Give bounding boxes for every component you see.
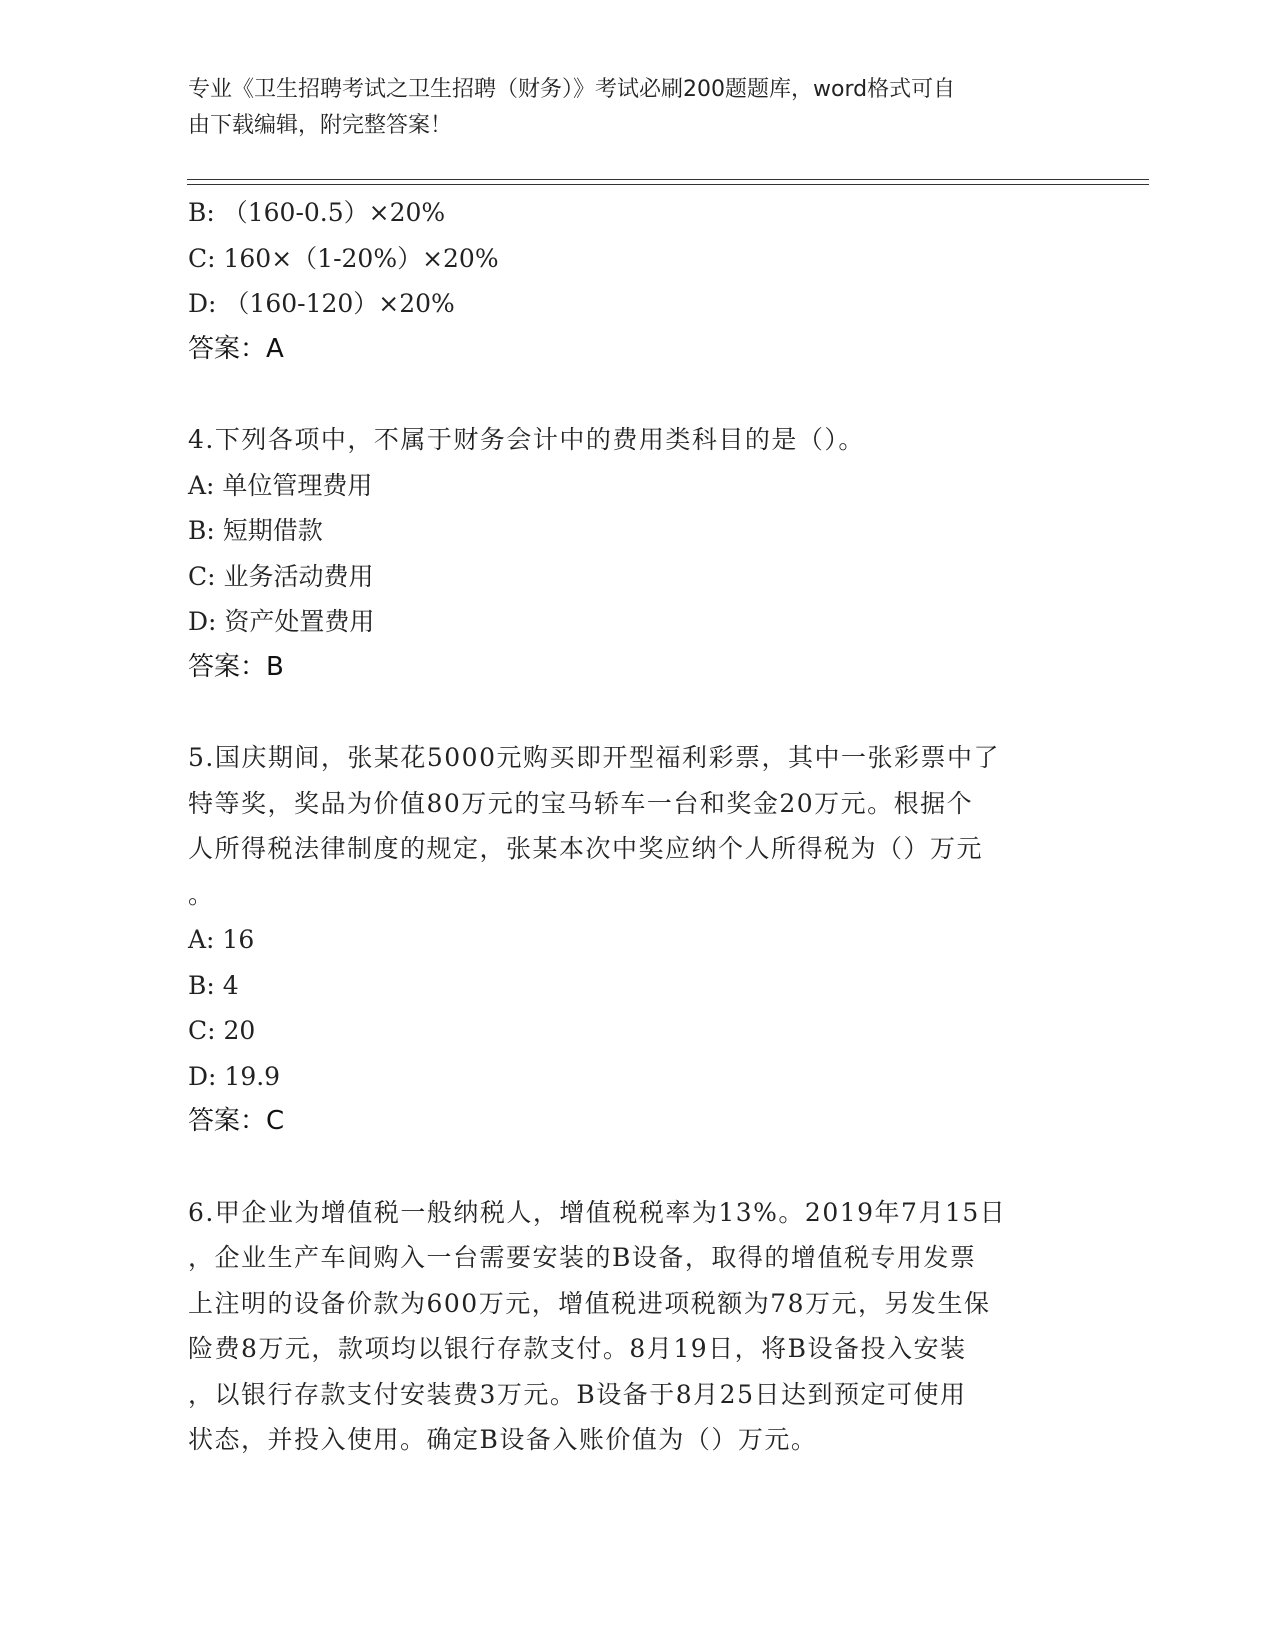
option-c: C: 160×（1-20%）×20%: [188, 243, 499, 273]
question-text-line: ，企业生产车间购入一台需要安装的B设备，取得的增值税专用发票: [188, 1243, 977, 1272]
header-rule-top: [187, 179, 1149, 180]
question-text-line: 6.甲企业为增值税一般纳税人，增值税税率为13%。2019年7月15日: [188, 1197, 1007, 1227]
question-block-3: [188, 190, 1078, 372]
question-text-line: 险费8万元，款项均以银行存款支付。8月19日，将B设备投入安装: [188, 1334, 967, 1363]
question-text-line: ，以银行存款支付安装费3万元。B设备于8月25日达到预定可使用: [188, 1379, 967, 1409]
option-d: D: 19.9: [188, 1061, 281, 1091]
document-header: [188, 72, 1068, 144]
option-d: D: 资产处置费用: [188, 607, 375, 636]
option-b: B: 短期借款: [188, 516, 323, 545]
question-text-line: 特等奖，奖品为价值80万元的宝马轿车一台和奖金20万元。根据个: [188, 788, 974, 818]
option-d: D: （160-120）×20%: [188, 289, 455, 318]
question-text-line: 上注明的设备价款为600万元，增值税进项税额为78万元，另发生保: [188, 1288, 991, 1318]
question-text-line: 人所得税法律制度的规定，张某本次中奖应纳个人所得税为（）万元: [188, 834, 984, 863]
question-text-line: 。: [188, 879, 215, 909]
question-content: [188, 190, 1078, 1463]
header-line-2: 由下载编辑，附完整答案！: [188, 113, 453, 138]
option-a: A: 单位管理费用: [188, 470, 373, 500]
option-c: C: 业务活动费用: [188, 561, 374, 591]
answer: 答案：C: [188, 1106, 285, 1136]
question-text-line: 5.国庆期间，张某花5000元购买即开型福利彩票，其中一张彩票中了: [188, 743, 1000, 772]
option-b: B: 4: [188, 970, 239, 1000]
header-line-1: 专业《卫生招聘考试之卫生招聘（财务）》考试必刷200题题库，word格式可自: [188, 77, 956, 102]
question-block-5: [188, 735, 1078, 1145]
option-b: B: （160-0.5）×20%: [188, 198, 446, 227]
answer: 答案：B: [188, 651, 284, 682]
answer: 答案：A: [188, 333, 284, 364]
question-text: 4.下列各项中，不属于财务会计中的费用类科目的是（）。: [188, 425, 865, 454]
option-a: A: 16: [188, 925, 255, 954]
question-text-line: 状态，并投入使用。确定B设备入账价值为（）万元。: [188, 1425, 818, 1454]
question-block-4: [188, 417, 1078, 690]
header-rule-bottom: [187, 184, 1149, 185]
option-c: C: 20: [188, 1016, 256, 1045]
question-block-6: [188, 1190, 1078, 1463]
